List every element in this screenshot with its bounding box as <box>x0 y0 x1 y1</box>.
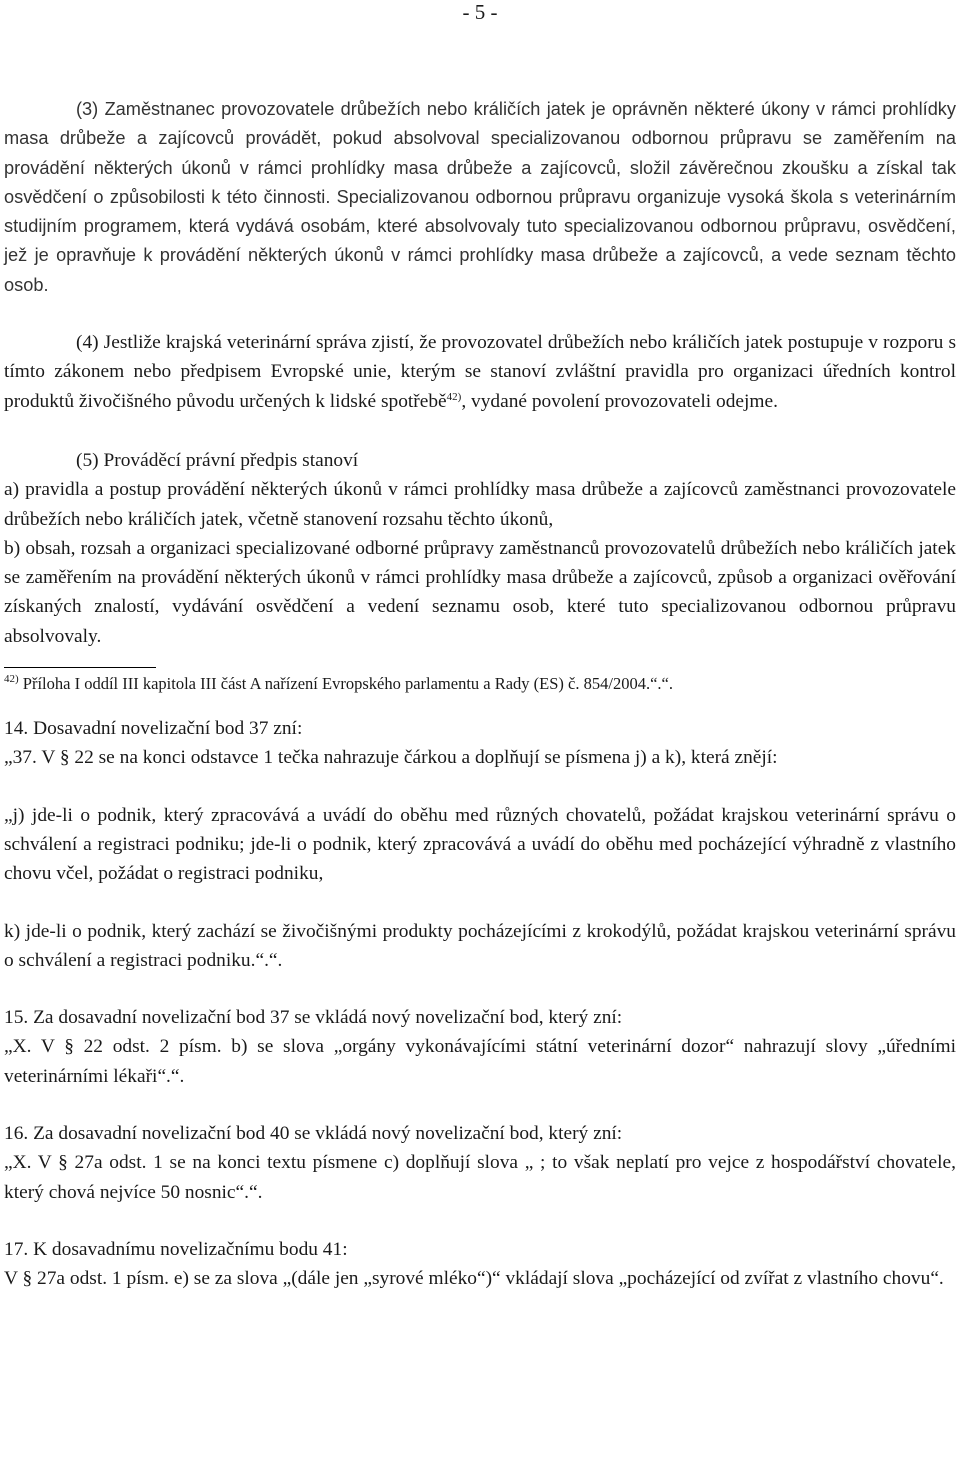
item-14-letter-k: k) jde-li o podnik, který zachází se živočišnými produkty pocházejícími z krokodýlů, požádat krajskou veterinární správu o schválení a registraci podniku.“.“. <box>4 920 956 971</box>
paragraph-4-part-1: (4) Jestliže krajská veterinární správa zjistí, že provozovatel drůbežích nebo králičích jatek postupuje v rozporu s tímto zákonem nebo předpisem Evropské unie, kterým se stanoví zvláštní pravidla pro organizaci úředních kontrol produktů živočišného původu určených k lidské spotřebě <box>4 332 956 412</box>
item-15-title: 15. Za dosavadní novelizační bod 37 se vkládá nový novelizační bod, který zní: <box>4 1007 623 1029</box>
item-17-title: 17. K dosavadnímu novelizačnímu bodu 41: <box>4 1238 348 1260</box>
paragraph-5-item-a: a) pravidla a postup provádění některých úkonů v rámci prohlídky masa drůbeže a zajícovců zaměstnanci provozovatele drůbežích nebo králičích jatek, včetně stanovení rozsahu těchto úkonů, <box>4 479 956 530</box>
item-14-title: 14. Dosavadní novelizační bod 37 zní: <box>4 718 303 740</box>
item-16-text: „X. V § 27a odst. 1 se na konci textu písmene c) doplňují slova „ ; to však neplatí pro vejce z hospodářství chovatele, který chová nejvíce 50 nosnic“.“. <box>4 1152 956 1203</box>
page-number: - 5 - <box>462 0 498 24</box>
paragraph-4-part-2: , vydané povolení provozovateli odejme. <box>461 390 778 412</box>
footnote-reference: 42) <box>446 390 462 403</box>
item-14-text: „37. V § 22 se na konci odstavce 1 tečka nahrazuje čárkou a doplňují se písmena j) a k), která znějí: <box>4 747 778 769</box>
paragraph-3-part-2: Specializovanou odbornou průpravu organizuje vysoká škola s veterinárním studijním programem, která vydává osobám, které absolvovaly tuto specializovanou odbornou průpravu, osvědčení, jež je opravňuje k provádění některých úkonů v rámci prohlídky masa drůbeže a zajícovců, a vede seznam těchto osob. <box>4 186 956 295</box>
item-14-letter-j: „j) jde-li o podnik, který zpracovává a uvádí do oběhu med různých chovatelů, požádat krajskou veterinární správu o schválení a registraci podniku; jde-li o podnik, který zpracovává a uvádí do oběhu med pocházející výhradně z vlastního chovu včel, požádat o registraci podniku, <box>4 804 956 885</box>
item-17-text: V § 27a odst. 1 písm. e) se za slova „(dále jen „syrové mléko“)“ vkládají slova „pocházející od zvířat z vlastního chovu“. <box>4 1268 944 1290</box>
document-body <box>4 95 956 1294</box>
paragraph-5-item-b: b) obsah, rozsah a organizaci specializované odborné průpravy zaměstnanců provozovatelů drůbežích nebo králičích jatek se zaměřením na provádění některých úkonů v rámci prohlídky masa drůbeže a zajícovců, způsob a organizaci ověřování získaných znalostí, vydávání osvědčení a vedení seznamu osob, které tuto specializovanou odbornou průpravu absolvovaly. <box>4 537 956 647</box>
paragraph-3-part-1: (3) Zaměstnanec provozovatele drůbežích nebo králičích jatek je oprávněn některé úkony v rámci prohlídky masa drůbeže a zajícovců provádět, pokud absolvoval specializovanou odbornou průpravu se zaměřením na provádění některých úkonů v rámci prohlídky masa drůbeže a zajícovců, složil závěrečnou zkoušku a získal tak osvědčení o způsobilosti k této činnosti. <box>4 99 956 207</box>
footnote-divider <box>4 667 156 668</box>
paragraph-5-intro: (5) Prováděcí právní předpis stanoví <box>76 449 359 471</box>
footnote-text: Příloha I oddíl III kapitola III část A nařízení Evropského parlamentu a Rady (ES) č. 854/2004.“.“. <box>18 674 673 694</box>
footnote <box>4 672 956 696</box>
paragraph-4 <box>4 328 956 416</box>
item-16-title: 16. Za dosavadní novelizační bod 40 se vkládá nový novelizační bod, který zní: <box>4 1123 623 1145</box>
footnote-mark: 42) <box>4 673 19 686</box>
item-15-text: „X. V § 22 odst. 2 písm. b) se slova „orgány vykonávajícími státní veterinární dozor“ nahrazují slovy „úředními veterinárními lékaři“.“. <box>4 1036 956 1087</box>
paragraph-3 <box>4 95 956 300</box>
